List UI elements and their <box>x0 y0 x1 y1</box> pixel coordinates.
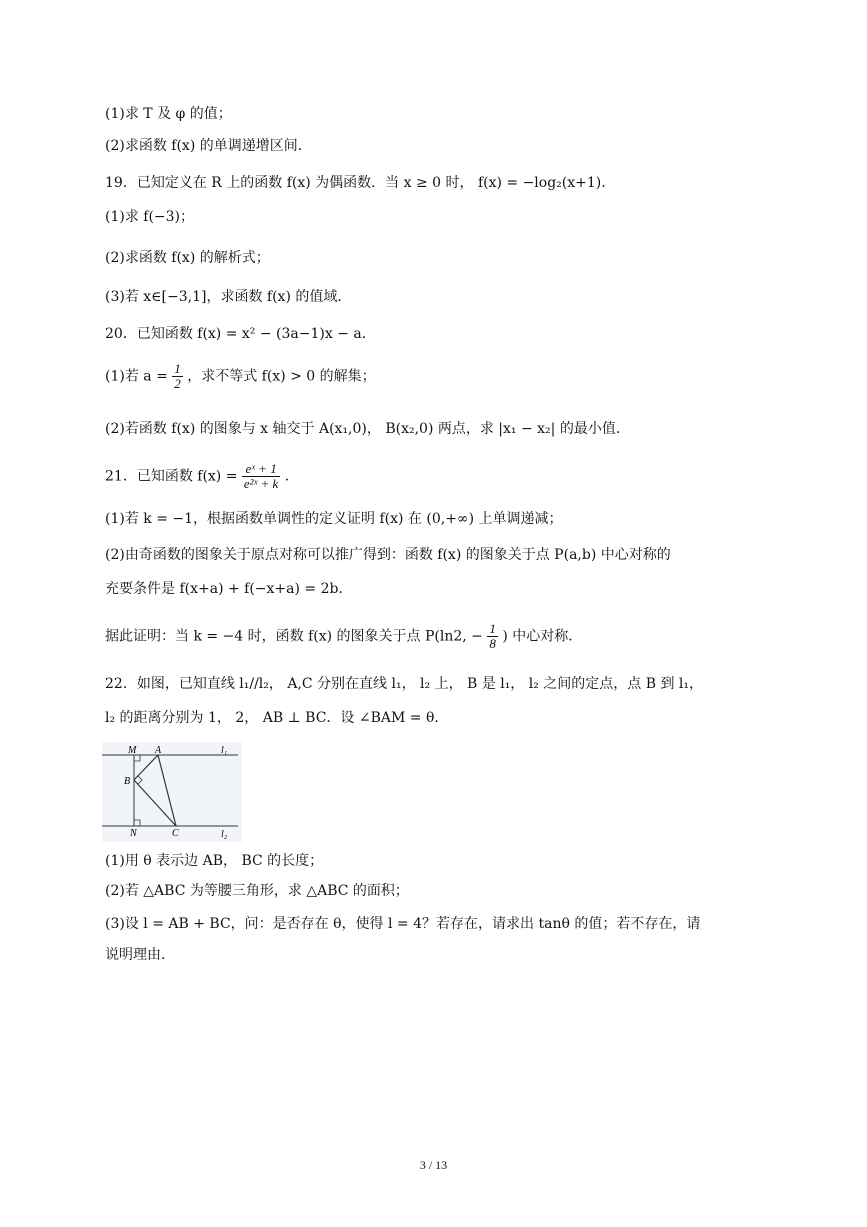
label-N: N <box>130 828 137 839</box>
q22-figure <box>102 742 242 842</box>
q21-p3-frac-den: 8 <box>489 636 496 651</box>
q21-fraction <box>242 462 280 491</box>
label-B: B <box>124 776 131 787</box>
q19-stem: 19．已知定义在 R 上的函数 f(x) 为偶函数．当 x ≥ 0 时， f(x) = −log₂(x+1)． <box>105 175 616 191</box>
figure-background <box>102 742 242 842</box>
q21-part3-fraction <box>487 622 498 651</box>
q21-frac-num: eˣ + 1 <box>242 462 280 477</box>
q22-part1: (1)用 θ 表示边 AB， BC 的长度； <box>105 853 324 869</box>
label-M: M <box>128 745 137 756</box>
label-l1: l₁ <box>221 745 228 756</box>
q20-part2: (2)若函数 f(x) 的图象与 x 轴交于 A(x₁,0)， B(x₂,0) 两点，求 |x₁ − x₂| 的最小值． <box>105 421 630 437</box>
q21-part3-lead: 据此证明：当 k = −4 时，函数 f(x) 的图象关于点 P(ln2, − <box>105 628 483 645</box>
label-A: A <box>155 745 162 756</box>
q18-part1: (1)求 T 及 φ 的值； <box>105 106 232 122</box>
q21-part2-line2: 充要条件是 f(x+a) + f(−x+a) = 2b． <box>105 581 353 597</box>
q20-stem: 20．已知函数 f(x) = x² − (3a−1)x − a． <box>105 326 376 342</box>
q20-part1-tail: ，求不等式 f(x) > 0 的解集； <box>187 368 376 385</box>
page-number: 3 / 13 <box>419 1158 448 1172</box>
q21-stem <box>105 462 299 491</box>
q21-stem-lead: 21．已知函数 f(x) = <box>105 468 238 485</box>
q20-frac-num: 1 <box>174 361 181 376</box>
q22-part3-line2: 说明理由． <box>105 947 175 963</box>
q22-part3-line1: (3)设 l = AB + BC，问：是否存在 θ，使得 l = 4？若存在，请求出 tanθ 的值；若不存在，请 <box>105 916 701 932</box>
q21-p3-frac-num: 1 <box>489 621 496 636</box>
label-C: C <box>172 828 179 839</box>
label-l2: l₂ <box>221 829 228 840</box>
q20-fraction <box>172 362 183 391</box>
q19-part2: (2)求函数 f(x) 的解析式； <box>105 250 270 266</box>
q21-frac-den: e²ˣ + k <box>243 476 279 491</box>
q22-part2: (2)若 △ABC 为等腰三角形，求 △ABC 的面积； <box>105 883 409 899</box>
q21-part3-tail: ) 中心对称． <box>502 628 583 645</box>
q18-part2: (2)求函数 f(x) 的单调递增区间． <box>105 138 312 154</box>
q20-part1 <box>105 362 376 391</box>
q22-stem-line2: l₂ 的距离分别为 1， 2， AB ⊥ BC．设 ∠BAM = θ． <box>105 710 449 726</box>
q21-part1: (1)若 k = −1，根据函数单调性的定义证明 f(x) 在 (0,+∞) 上单调递减； <box>105 511 563 527</box>
q20-part1-lead: (1)若 a = <box>105 368 168 385</box>
q21-part3 <box>105 622 582 651</box>
q22-stem-line1: 22．如图，已知直线 l₁//l₂， A,C 分别在直线 l₁， l₂ 上， B 是 l₁， l₂ 之间的定点，点 B 到 l₁， <box>105 676 704 692</box>
q21-part2-line1: (2)由奇函数的图象关于原点对称可以推广得到：函数 f(x) 的图象关于点 P(a,b) 中心对称的 <box>105 547 671 563</box>
q19-part1: (1)求 f(−3)； <box>105 209 195 225</box>
q21-stem-tail: ． <box>284 468 299 485</box>
q19-part3: (3)若 x∈[−3,1]，求函数 f(x) 的值域． <box>105 289 352 305</box>
q20-frac-den: 2 <box>174 376 181 391</box>
